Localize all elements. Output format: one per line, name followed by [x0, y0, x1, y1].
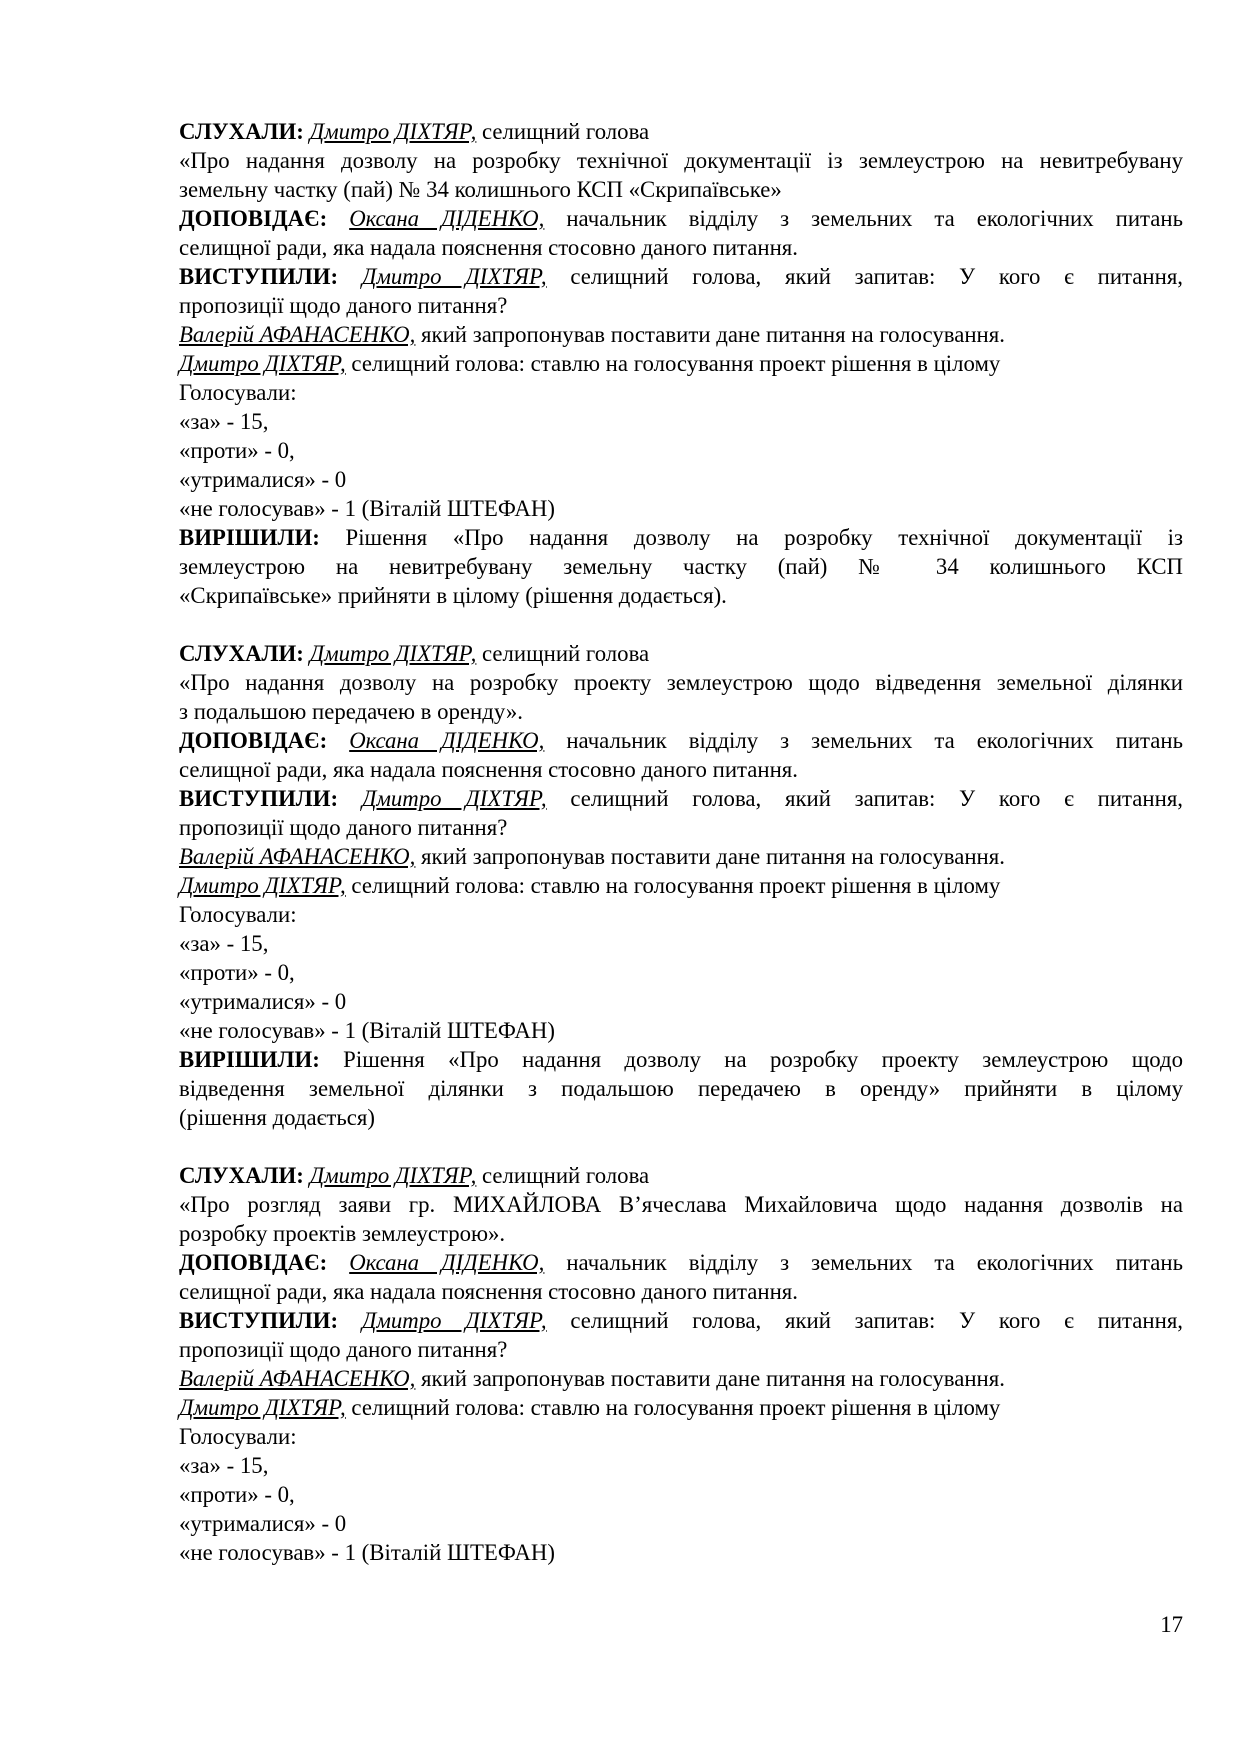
heard-person: Дмитро ДІХТЯР,: [309, 641, 477, 666]
decided-line: [179, 1045, 1183, 1074]
decided-line-3: «Скрипаївське» прийняти в цілому (рішення додається).: [179, 583, 727, 608]
heard-person: Дмитро ДІХТЯР,: [309, 119, 477, 144]
vote-for: «за» - 15,: [179, 931, 269, 956]
section-gap: [179, 610, 1183, 639]
chair-person: Дмитро ДІХТЯР,: [179, 1395, 346, 1420]
speak-text: селищний голова, який запитав: У кого є питання,: [546, 1308, 1184, 1333]
decided-line-3: (рішення додається): [179, 1105, 375, 1130]
heard-line: [179, 1161, 1183, 1190]
vote-against: «проти» - 0,: [179, 960, 295, 985]
voted-label: Голосували:: [179, 902, 297, 927]
proposer-text: який запропонував поставити дане питання на голосування.: [415, 844, 1005, 869]
topic-line: розробку проектів землеустрою».: [179, 1221, 506, 1246]
proposer-line: [179, 842, 1183, 871]
topic-line: з подальшою передачею в оренду».: [179, 699, 523, 724]
heard-label: СЛУХАЛИ:: [179, 119, 304, 144]
speak-person: Дмитро ДІХТЯР,: [361, 1308, 547, 1333]
topic-line: земельну частку (пай) № 34 колишнього КСП «Скрипаївське»: [179, 177, 782, 202]
speak-person: Дмитро ДІХТЯР,: [361, 786, 547, 811]
vote-not-voted: «не голосував» - 1 (Віталій ШТЕФАН): [179, 1018, 555, 1043]
chair-text: селищний голова: ставлю на голосування проект рішення в цілому: [345, 351, 1001, 376]
decided-label: ВИРІШИЛИ:: [179, 1047, 320, 1072]
report-person: Оксана ДІДЕНКО,: [349, 206, 545, 231]
page-number: 17: [1160, 1612, 1183, 1637]
heard-line: [179, 117, 1183, 146]
chair-text: селищний голова: ставлю на голосування проект рішення в цілому: [345, 873, 1001, 898]
vote-for: «за» - 15,: [179, 409, 269, 434]
speak-line-2: пропозиції щодо даного питання?: [179, 1337, 508, 1362]
proposer-text: який запропонував поставити дане питання на голосування.: [415, 1366, 1005, 1391]
speak-label: ВИСТУПИЛИ:: [179, 1308, 339, 1333]
heard-label: СЛУХАЛИ:: [179, 641, 304, 666]
vote-not-voted: «не голосував» - 1 (Віталій ШТЕФАН): [179, 496, 555, 521]
report-text: начальник відділу з земельних та екологічних питань: [544, 1250, 1183, 1275]
agenda-item-1: [179, 117, 1183, 610]
decided-line: [179, 523, 1183, 552]
report-label: ДОПОВІДАЄ:: [179, 1250, 328, 1275]
chair-person: Дмитро ДІХТЯР,: [179, 873, 346, 898]
report-label: ДОПОВІДАЄ:: [179, 206, 328, 231]
heard-role: селищний голова: [476, 1163, 650, 1188]
vote-against: «проти» - 0,: [179, 438, 295, 463]
report-person: Оксана ДІДЕНКО,: [349, 728, 545, 753]
minutes-content: [179, 117, 1183, 1567]
report-text: начальник відділу з земельних та екологічних питань: [544, 728, 1183, 753]
vote-abstain: «утрималися» - 0: [179, 1511, 347, 1536]
decided-label: ВИРІШИЛИ:: [179, 525, 320, 550]
decided-line-2: землеустрою на невитребувану земельну частку (пай) № 34 колишнього КСП: [179, 554, 1183, 579]
voted-label: Голосували:: [179, 1424, 297, 1449]
heard-role: селищний голова: [476, 119, 650, 144]
speak-label: ВИСТУПИЛИ:: [179, 786, 339, 811]
decided-text: Рішення «Про надання дозволу на розробку проекту землеустрою щодо: [319, 1047, 1183, 1072]
heard-label: СЛУХАЛИ:: [179, 1163, 304, 1188]
report-line: [179, 1248, 1183, 1277]
report-text: начальник відділу з земельних та екологічних питань: [544, 206, 1183, 231]
speak-line: [179, 262, 1183, 291]
speak-text: селищний голова, який запитав: У кого є питання,: [546, 264, 1184, 289]
vote-against: «проти» - 0,: [179, 1482, 295, 1507]
topic-line: «Про надання дозволу на розробку технічної документації із землеустрою на невитребувану: [179, 148, 1183, 173]
chair-line: [179, 1393, 1183, 1422]
vote-not-voted: «не голосував» - 1 (Віталій ШТЕФАН): [179, 1540, 555, 1565]
speak-line: [179, 1306, 1183, 1335]
proposer-line: [179, 1364, 1183, 1393]
report-label: ДОПОВІДАЄ:: [179, 728, 328, 753]
report-line: [179, 204, 1183, 233]
agenda-item-3: [179, 1161, 1183, 1567]
voted-label: Голосували:: [179, 380, 297, 405]
report-line-2: селищної ради, яка надала пояснення стосовно даного питання.: [179, 235, 798, 260]
report-line-2: селищної ради, яка надала пояснення стосовно даного питання.: [179, 757, 798, 782]
vote-abstain: «утрималися» - 0: [179, 467, 347, 492]
topic-line: «Про надання дозволу на розробку проекту землеустрою щодо відведення земельної ділянки: [179, 670, 1183, 695]
agenda-item-2: [179, 639, 1183, 1132]
chair-person: Дмитро ДІХТЯР,: [179, 351, 346, 376]
proposer-line: [179, 320, 1183, 349]
speak-person: Дмитро ДІХТЯР,: [361, 264, 547, 289]
speak-line-2: пропозиції щодо даного питання?: [179, 815, 508, 840]
decided-line-2: відведення земельної ділянки з подальшою передачею в оренду» прийняти в цілому: [179, 1076, 1183, 1101]
report-line: [179, 726, 1183, 755]
proposer-person: Валерій АФАНАСЕНКО,: [179, 1366, 416, 1391]
speak-line: [179, 784, 1183, 813]
chair-line: [179, 871, 1183, 900]
heard-line: [179, 639, 1183, 668]
heard-person: Дмитро ДІХТЯР,: [309, 1163, 477, 1188]
decided-text: Рішення «Про надання дозволу на розробку технічної документації із: [319, 525, 1183, 550]
speak-line-2: пропозиції щодо даного питання?: [179, 293, 508, 318]
proposer-text: який запропонував поставити дане питання на голосування.: [415, 322, 1005, 347]
chair-text: селищний голова: ставлю на голосування проект рішення в цілому: [345, 1395, 1001, 1420]
topic-line: «Про розгляд заяви гр. МИХАЙЛОВА В’ячеслава Михайловича щодо надання дозволів на: [179, 1192, 1183, 1217]
report-person: Оксана ДІДЕНКО,: [349, 1250, 545, 1275]
proposer-person: Валерій АФАНАСЕНКО,: [179, 844, 416, 869]
speak-text: селищний голова, який запитав: У кого є питання,: [546, 786, 1184, 811]
heard-role: селищний голова: [476, 641, 650, 666]
chair-line: [179, 349, 1183, 378]
section-gap: [179, 1132, 1183, 1161]
speak-label: ВИСТУПИЛИ:: [179, 264, 339, 289]
vote-abstain: «утрималися» - 0: [179, 989, 347, 1014]
vote-for: «за» - 15,: [179, 1453, 269, 1478]
proposer-person: Валерій АФАНАСЕНКО,: [179, 322, 416, 347]
report-line-2: селищної ради, яка надала пояснення стосовно даного питання.: [179, 1279, 798, 1304]
